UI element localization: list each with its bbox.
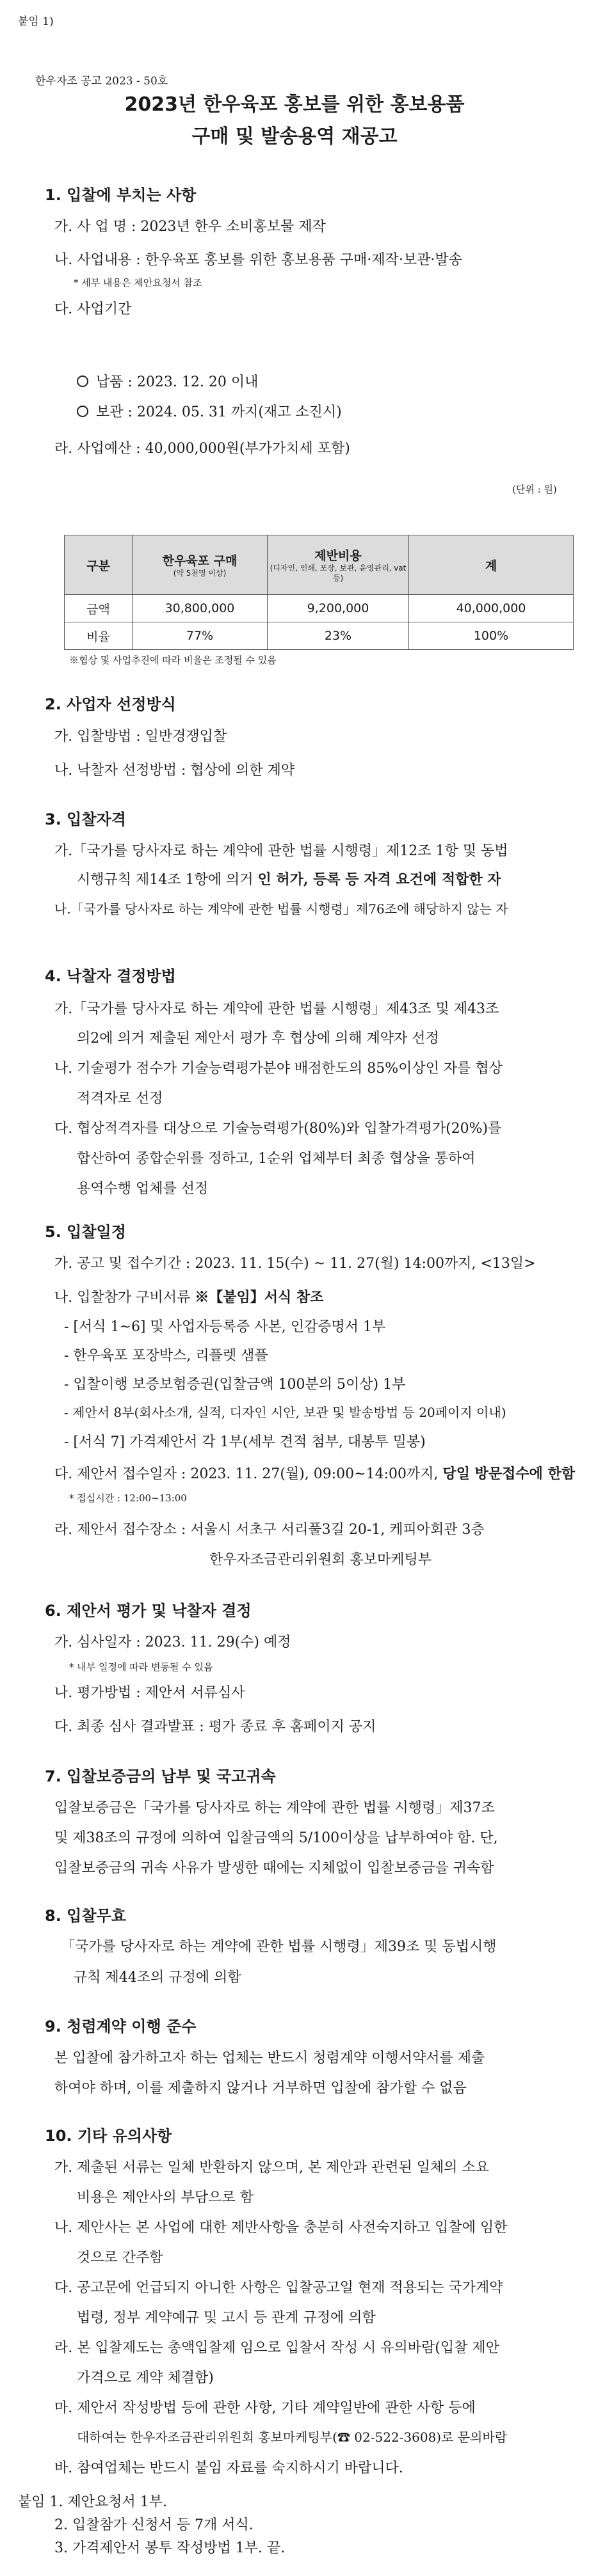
s8-line: 「국가를 당사자로 하는 계약에 관한 법률 시행령」제39조 및 동법시행 (61, 1939, 497, 1955)
section-10-heading: 10. 기타 유의사항 (45, 2127, 172, 2145)
attachment-list-item: 2. 입찰참가 신청서 등 7개 서식. (54, 2517, 254, 2533)
budget-table (64, 535, 574, 650)
circle-bullet-icon (77, 406, 88, 417)
section-2-heading: 2. 사업자 선정방식 (45, 695, 176, 713)
s9-line: 본 입찰에 참가하고자 하는 업체는 반드시 청렴계약 이행서약서를 제출 (54, 2050, 485, 2066)
s10-item-b: 나. 제안사는 본 사업에 대한 제반사항을 충분히 사전숙지하고 입찰에 임한 (54, 2220, 508, 2236)
s4-method-b-cont: 적격자로 선정 (77, 1091, 163, 1107)
section-3-heading: 3. 입찰자격 (45, 810, 126, 828)
s5-lunch-note: * 접십시간 : 12:00~13:00 (69, 1492, 187, 1504)
s5-documents-label: 나. 입찰참가 구비서류 ※【붙임】서식 참조 (54, 1289, 324, 1306)
table-row (65, 595, 574, 622)
table-header-costs: 제반비용 (디자인, 인쇄, 포장, 보관, 운영관리, vat 등) (268, 535, 409, 595)
s10-item-b-cont: 것으로 간주함 (77, 2250, 163, 2266)
s10-item-c: 다. 공고문에 언급되지 아니한 사항은 입찰공고일 현재 적용되는 국가계약 (54, 2280, 503, 2296)
s5-submission-place-cont: 한우자조금관리위원회 홍보마케팅부 (209, 1552, 432, 1568)
s4-method-c-cont1: 합산하여 종합순위를 정하고, 1순위 업체부터 최종 협상을 통하여 (77, 1151, 476, 1167)
s4-method-a: 가.「국가를 당사자로 하는 계약에 관한 법률 시행령」제43조 및 제43조 (54, 1001, 499, 1017)
section-4-heading: 4. 낙찰자 결정방법 (45, 967, 176, 985)
table-header-category: 구분 (65, 535, 133, 595)
page-title: 2023년 한우육포 홍보를 위한 홍보용품 (124, 93, 465, 116)
section-5-heading: 5. 입찰일정 (45, 1223, 126, 1241)
s3-qualification-a: 가.「국가를 당사자로 하는 계약에 관한 법률 시행령」제12조 1항 및 동법 (54, 843, 508, 859)
s1-project-content: 나. 사업내용 : 한우육포 홍보를 위한 홍보용품 구매·제작·보관·발송 (54, 252, 462, 268)
s4-method-b: 나. 기술평가 점수가 기술능력평가분야 배점한도의 85%이상인 자를 협상 (54, 1061, 503, 1077)
notice-number: 한우자조 공고 2023 - 50호 (35, 75, 168, 88)
table-cell: 비율 (65, 622, 133, 650)
list-item: - [서식 1~6] 및 사업자등록증 사본, 인감증명서 1부 (64, 1319, 386, 1335)
s3-qualification-b: 나.「국가를 당사자로 하는 계약에 관한 법률 시행령」제76조에 해당하지 않는 자 (54, 901, 508, 917)
s2-bid-method: 가. 입찰방법 : 일반경쟁입찰 (54, 729, 227, 745)
s10-item-e: 마. 제안서 작성방법 등에 관한 사항, 기타 계약일반에 관한 사항 등에 (54, 2400, 476, 2416)
s1-period-delivery: 납품 : 2023. 12. 20 이내 (77, 374, 258, 391)
s2-selection-method: 나. 낙찰자 선정방법 : 협상에 의한 계약 (54, 763, 295, 778)
table-cell: 9,200,000 (268, 595, 409, 622)
s1-period-storage: 보관 : 2024. 05. 31 까지(재고 소진시) (77, 404, 342, 422)
s10-item-f: 바. 참여업체는 반드시 붙임 자료를 숙지하시기 바랍니다. (54, 2460, 403, 2476)
table-cell: 금액 (65, 595, 133, 622)
table-cell: 30,800,000 (133, 595, 268, 622)
s1-content-note: * 세부 내용은 제안요청서 참조 (74, 277, 202, 288)
s5-submission-date: 다. 제안서 접수일자 : 2023. 11. 27(월), 09:00~14:00까지, 당일 방문접수에 한함 (54, 1466, 576, 1482)
s1-budget: 라. 사업예산 : 40,000,000원(부가가치세 포함) (54, 441, 350, 457)
table-cell: 100% (409, 622, 574, 650)
list-item: - [서식 7] 가격제안서 각 1부(세부 견적 첨부, 대봉투 밀봉) (64, 1434, 426, 1450)
list-item: - 제안서 8부(회사소개, 실적, 디자인 시안, 보관 및 발송방법 등 20페이지 이내) (64, 1405, 506, 1420)
attachment-list-item: 붙임 1. 제안요청서 1부. (18, 2494, 167, 2510)
s6-result-announcement: 다. 최종 심사 결과발표 : 평가 종료 후 홈페이지 공지 (54, 1719, 376, 1735)
s10-item-d: 라. 본 입찰제도는 총액입찰제 임으로 입찰서 작성 시 유의바람(입찰 제안 (54, 2340, 499, 2356)
section-9-heading: 9. 청렴계약 이행 준수 (45, 2018, 197, 2035)
s10-item-d-cont: 가격으로 계약 체결함) (77, 2370, 214, 2386)
section-1-heading: 1. 입찰에 부치는 사항 (45, 186, 197, 204)
section-6-heading: 6. 제안서 평가 및 낙찰자 결정 (45, 1602, 252, 1620)
section-7-heading: 7. 입찰보증금의 납부 및 국고귀속 (45, 1767, 276, 1785)
table-row (65, 622, 574, 650)
s7-line: 입찰보증금의 귀속 사유가 발생한 때에는 지체없이 입찰보증금을 귀속함 (54, 1860, 494, 1876)
attachment-label: 붙임 1) (18, 15, 54, 28)
s5-submission-place: 라. 제안서 접수장소 : 서울시 서초구 서리풀3길 20-1, 케피아회관 3층 (54, 1522, 485, 1538)
s5-period: 가. 공고 및 접수기간 : 2023. 11. 15(수) ~ 11. 27(월) 14:00까지, <13일> (54, 1256, 536, 1272)
table-header-jerky: 한우육포 구매 (약 5천명 이상) (133, 535, 268, 595)
list-item: - 입찰이행 보증보험증권(입찰금액 100분의 5이상) 1부 (64, 1377, 406, 1393)
section-8-heading: 8. 입찰무효 (45, 1907, 126, 1925)
s6-review-date: 가. 심사일자 : 2023. 11. 29(수) 예정 (54, 1634, 291, 1650)
page-subtitle: 구매 및 발송용역 재공고 (191, 125, 398, 148)
s10-item-a: 가. 제출된 서류는 일체 반환하지 않으며, 본 제안과 관련된 일체의 소요 (54, 2160, 489, 2176)
s10-item-a-cont: 비용은 제안사의 부담으로 함 (77, 2190, 254, 2206)
table-cell: 40,000,000 (409, 595, 574, 622)
s4-method-a-cont: 의2에 의거 제출된 제안서 평가 후 협상에 의해 계약자 선정 (77, 1031, 439, 1047)
s6-review-note: * 내부 일정에 따라 변동될 수 있음 (69, 1661, 213, 1673)
table-note: ※협상 및 사업추진에 따라 비율은 조정될 수 있음 (69, 654, 277, 666)
table-header-total: 계 (409, 535, 574, 595)
s7-line: 입찰보증금은「국가를 당사자로 하는 계약에 관한 법률 시행령」제37조 (54, 1800, 495, 1816)
table-cell: 77% (133, 622, 268, 650)
s7-line: 및 제38조의 규정에 의하여 입찰금액의 5/100이상을 납부하여야 함. 단, (54, 1830, 498, 1846)
s4-method-c: 다. 협상적격자를 대상으로 기술능력평가(80%)와 입찰가격평가(20%)를 (54, 1121, 502, 1137)
s9-line: 하여야 하며, 이를 제출하지 않거나 거부하면 입찰에 참가할 수 없음 (54, 2080, 467, 2096)
s1-period-label: 다. 사업기간 (54, 301, 132, 317)
attachment-list-item: 3. 가격제안서 봉투 작성방법 1부. 끝. (54, 2540, 286, 2556)
s10-item-e-cont: 대하여는 한우자조금관리위원회 홍보마케팅부(☎ 02-522-3608)로 문의바람 (77, 2430, 508, 2445)
s4-method-c-cont2: 용역수행 업체를 선정 (77, 1181, 209, 1197)
s1-project-name: 가. 사 업 명 : 2023년 한우 소비홍보물 제작 (54, 219, 326, 235)
s10-item-c-cont: 법령, 정부 계약예규 및 고시 등 관계 규정에 의함 (77, 2310, 376, 2326)
s3-qualification-a-cont: 시행규칙 제14조 1항에 의거 인 허가, 등록 등 자격 요건에 적합한 자 (77, 871, 501, 888)
table-cell: 23% (268, 622, 409, 650)
list-item: - 한우육포 포장박스, 리플렛 샘플 (64, 1348, 268, 1364)
table-unit: (단위 : 원) (512, 484, 557, 495)
circle-bullet-icon (77, 375, 88, 387)
s6-evaluation-method: 나. 평가방법 : 제안서 서류심사 (54, 1685, 245, 1701)
s8-line: 규칙 제44조의 규정에 의함 (74, 1970, 241, 1986)
